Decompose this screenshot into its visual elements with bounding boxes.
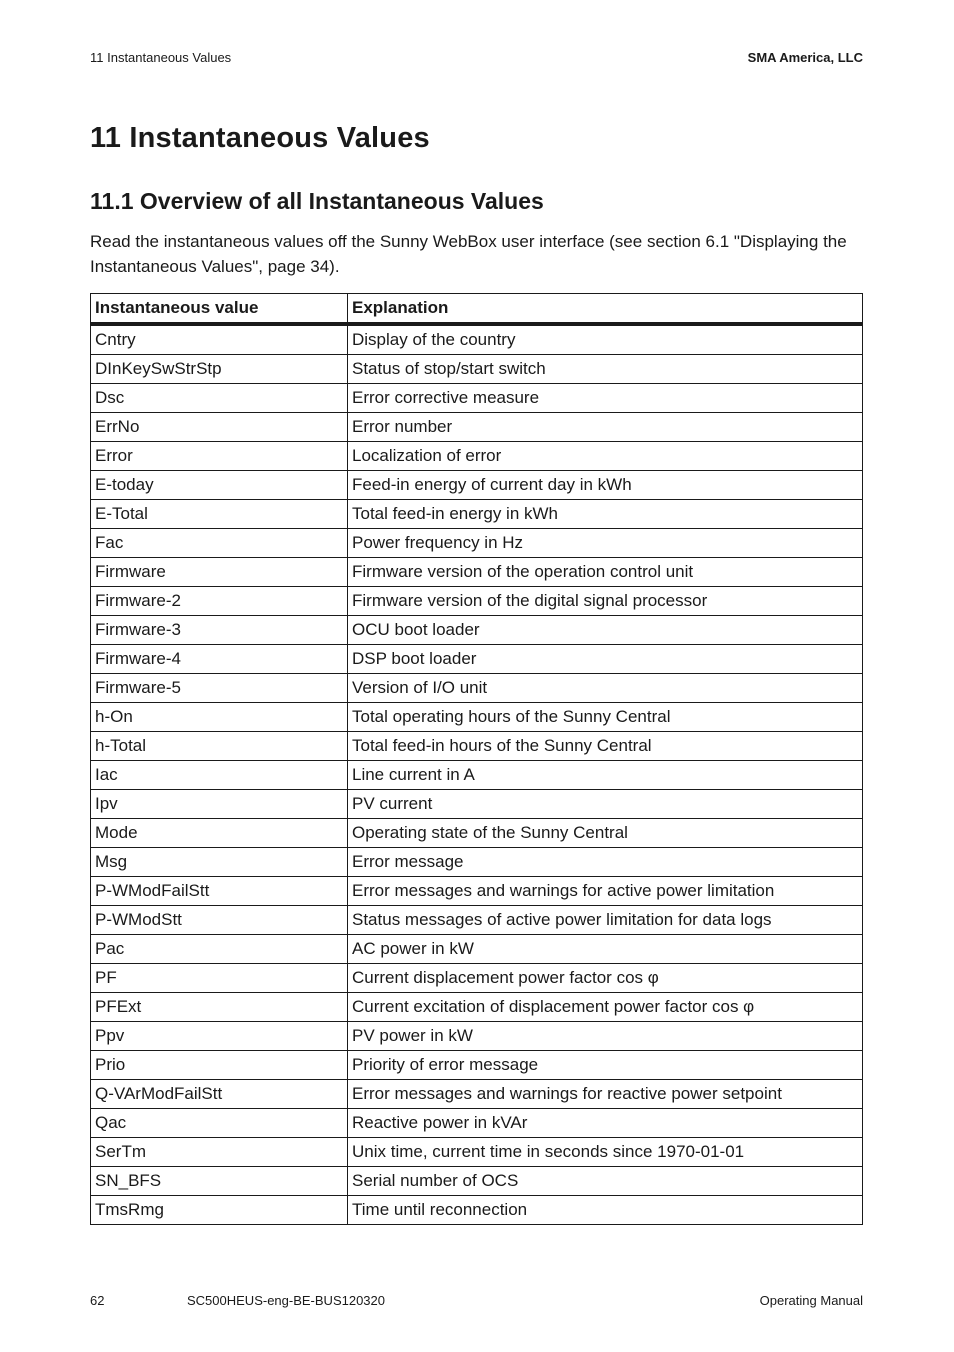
table-row <box>91 413 863 442</box>
explanation-cell: Total feed-in hours of the Sunny Central <box>348 732 863 761</box>
table-row <box>91 935 863 964</box>
value-name-cell: Error <box>91 442 348 471</box>
table-body <box>91 324 863 1225</box>
column-header-explanation: Explanation <box>348 294 863 325</box>
value-name-cell: Q-VArModFailStt <box>91 1080 348 1109</box>
table-row <box>91 703 863 732</box>
explanation-cell: Priority of error message <box>348 1051 863 1080</box>
value-name-cell: Qac <box>91 1109 348 1138</box>
explanation-cell: AC power in kW <box>348 935 863 964</box>
value-name-cell: Firmware-3 <box>91 616 348 645</box>
table-row <box>91 1051 863 1080</box>
value-name-cell: E-today <box>91 471 348 500</box>
value-name-cell: TmsRmg <box>91 1196 348 1225</box>
table-row <box>91 529 863 558</box>
explanation-cell: Status messages of active power limitation for data logs <box>348 906 863 935</box>
explanation-cell: PV power in kW <box>348 1022 863 1051</box>
explanation-cell: Error message <box>348 848 863 877</box>
table-row <box>91 964 863 993</box>
value-name-cell: Mode <box>91 819 348 848</box>
explanation-cell: Version of I/O unit <box>348 674 863 703</box>
explanation-cell: Current excitation of displacement power factor cos φ <box>348 993 863 1022</box>
explanation-cell: Time until reconnection <box>348 1196 863 1225</box>
explanation-cell: Error corrective measure <box>348 384 863 413</box>
explanation-cell: Reactive power in kVAr <box>348 1109 863 1138</box>
table-row <box>91 355 863 384</box>
explanation-cell: Line current in A <box>348 761 863 790</box>
value-name-cell: Ipv <box>91 790 348 819</box>
page-number: 62 <box>90 1293 105 1308</box>
table-row <box>91 993 863 1022</box>
value-name-cell: Fac <box>91 529 348 558</box>
value-name-cell: PF <box>91 964 348 993</box>
intro-paragraph: Read the instantaneous values off the Sunny WebBox user interface (see section 6.1 "Displaying the Instantaneous Values", page 34). <box>90 232 847 276</box>
explanation-cell: Firmware version of the operation control unit <box>348 558 863 587</box>
table-row <box>91 558 863 587</box>
table-row <box>91 790 863 819</box>
table-row <box>91 587 863 616</box>
value-name-cell: P-WModFailStt <box>91 877 348 906</box>
table-row <box>91 1080 863 1109</box>
table-row <box>91 442 863 471</box>
table-row <box>91 324 863 355</box>
table-row <box>91 616 863 645</box>
document-code: SC500HEUS-eng-BE-BUS120320 <box>187 1293 385 1308</box>
value-name-cell: SN_BFS <box>91 1167 348 1196</box>
explanation-cell: Firmware version of the digital signal processor <box>348 587 863 616</box>
value-name-cell: ErrNo <box>91 413 348 442</box>
table-row <box>91 1167 863 1196</box>
table-row <box>91 877 863 906</box>
value-name-cell: Firmware <box>91 558 348 587</box>
table-row <box>91 732 863 761</box>
table-row <box>91 645 863 674</box>
table-row <box>91 819 863 848</box>
table-row <box>91 906 863 935</box>
value-name-cell: Firmware-4 <box>91 645 348 674</box>
explanation-cell: Total operating hours of the Sunny Central <box>348 703 863 732</box>
explanation-cell: Error messages and warnings for active power limitation <box>348 877 863 906</box>
explanation-cell: Error number <box>348 413 863 442</box>
table-row <box>91 1138 863 1167</box>
table-row <box>91 471 863 500</box>
explanation-cell: Localization of error <box>348 442 863 471</box>
explanation-cell: Current displacement power factor cos φ <box>348 964 863 993</box>
explanation-cell: Serial number of OCS <box>348 1167 863 1196</box>
table-row <box>91 384 863 413</box>
explanation-cell: Error messages and warnings for reactive power setpoint <box>348 1080 863 1109</box>
value-name-cell: Msg <box>91 848 348 877</box>
value-name-cell: P-WModStt <box>91 906 348 935</box>
value-name-cell: E-Total <box>91 500 348 529</box>
value-name-cell: DInKeySwStrStp <box>91 355 348 384</box>
explanation-cell: Total feed-in energy in kWh <box>348 500 863 529</box>
value-name-cell: Dsc <box>91 384 348 413</box>
chapter-title: 11 Instantaneous Values <box>90 122 430 154</box>
explanation-cell: Operating state of the Sunny Central <box>348 819 863 848</box>
table-row <box>91 674 863 703</box>
value-name-cell: PFExt <box>91 993 348 1022</box>
value-name-cell: Iac <box>91 761 348 790</box>
value-name-cell: Pac <box>91 935 348 964</box>
document-type: Operating Manual <box>759 1293 863 1308</box>
explanation-cell: Status of stop/start switch <box>348 355 863 384</box>
value-name-cell: SerTm <box>91 1138 348 1167</box>
running-header-company: SMA America, LLC <box>747 50 863 65</box>
table-row <box>91 761 863 790</box>
explanation-cell: DSP boot loader <box>348 645 863 674</box>
value-name-cell: Prio <box>91 1051 348 1080</box>
explanation-cell: Feed-in energy of current day in kWh <box>348 471 863 500</box>
column-header-value: Instantaneous value <box>91 294 348 325</box>
section-title: 11.1 Overview of all Instantaneous Values <box>90 188 544 214</box>
value-name-cell: Firmware-2 <box>91 587 348 616</box>
explanation-cell: OCU boot loader <box>348 616 863 645</box>
table-row <box>91 1109 863 1138</box>
running-header-section: 11 Instantaneous Values <box>90 50 232 65</box>
value-name-cell: h-Total <box>91 732 348 761</box>
explanation-cell: PV current <box>348 790 863 819</box>
value-name-cell: Cntry <box>91 324 348 355</box>
value-name-cell: Firmware-5 <box>91 674 348 703</box>
table-row <box>91 1022 863 1051</box>
table-header-row <box>91 294 863 325</box>
explanation-cell: Power frequency in Hz <box>348 529 863 558</box>
table-row <box>91 500 863 529</box>
table-row <box>91 848 863 877</box>
explanation-cell: Unix time, current time in seconds since 1970-01-01 <box>348 1138 863 1167</box>
explanation-cell: Display of the country <box>348 324 863 355</box>
table-row <box>91 1196 863 1225</box>
value-name-cell: Ppv <box>91 1022 348 1051</box>
value-name-cell: h-On <box>91 703 348 732</box>
instantaneous-values-table <box>90 293 863 1225</box>
